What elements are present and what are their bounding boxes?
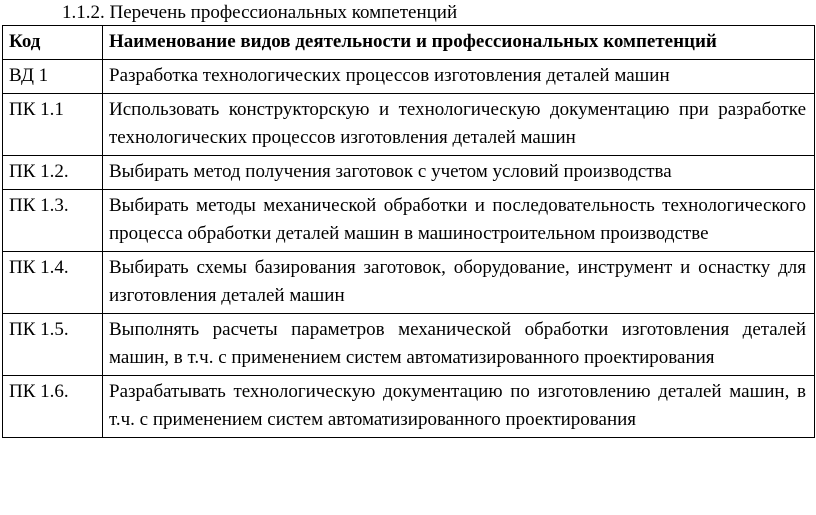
table-row	[3, 60, 815, 94]
row-name: Разрабатывать технологическую документацию по изготовлению деталей машин, в т.ч. с применением систем автоматизированного проектирования	[103, 376, 815, 438]
row-name: Выбирать схемы базирования заготовок, оборудование, инструмент и оснастку для изготовления деталей машин	[103, 252, 815, 314]
table-row	[3, 314, 815, 376]
row-code: ПК 1.6.	[3, 376, 103, 438]
row-code: ВД 1	[3, 60, 103, 94]
row-name: Выбирать метод получения заготовок с учетом условий производства	[103, 156, 815, 190]
table-row	[3, 376, 815, 438]
table-row	[3, 252, 815, 314]
row-code: ПК 1.5.	[3, 314, 103, 376]
row-code: ПК 1.3.	[3, 190, 103, 252]
row-code: ПК 1.2.	[3, 156, 103, 190]
row-name: Выбирать методы механической обработки и последовательность технологического процесса обработки деталей машин в машиностроительном производстве	[103, 190, 815, 252]
row-code: ПК 1.1	[3, 94, 103, 156]
table-row	[3, 156, 815, 190]
row-name: Разработка технологических процессов изготовления деталей машин	[103, 60, 815, 94]
header-name: Наименование видов деятельности и профессиональных компетенций	[103, 26, 815, 60]
competences-table	[2, 25, 815, 438]
section-heading: 1.1.2. Перечень профессиональных компетенций	[62, 2, 458, 23]
table-header-row	[3, 26, 815, 60]
row-code: ПК 1.4.	[3, 252, 103, 314]
table-row	[3, 190, 815, 252]
header-code: Код	[3, 26, 103, 60]
row-name: Использовать конструкторскую и технологическую документацию при разработке технологических процессов изготовления деталей машин	[103, 94, 815, 156]
row-name: Выполнять расчеты параметров механической обработки изготовления деталей машин, в т.ч. с применением систем автоматизированного проектирования	[103, 314, 815, 376]
table-row	[3, 94, 815, 156]
